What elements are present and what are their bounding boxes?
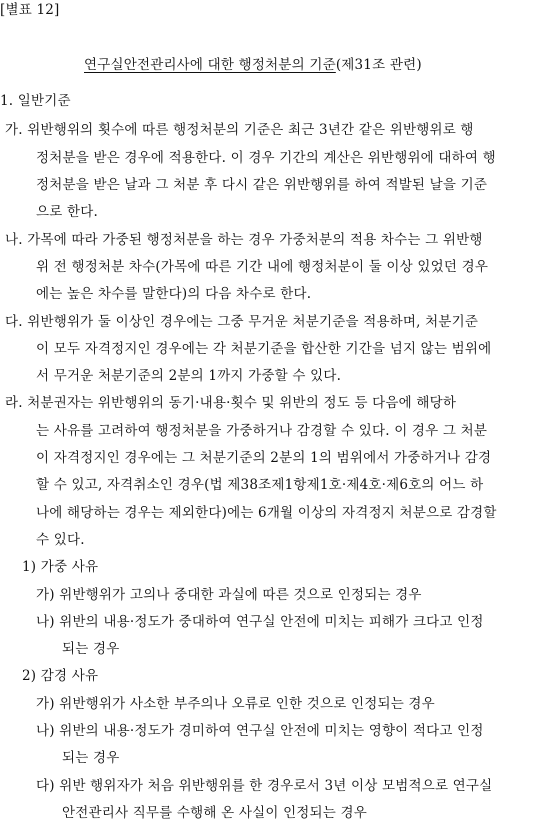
body-line: 할 수 있고, 자격취소인 경우(법 제38조제1항제1호·제4호·제6호의 어느 하 bbox=[36, 477, 484, 494]
body-line: 다) 위반 행위자가 처음 위반행위를 한 경우로서 3년 이상 모범적으로 연구실 bbox=[36, 777, 493, 794]
title-ref: (제31조 관련) bbox=[335, 56, 422, 73]
body-line: 정처분을 받은 경우에 적용한다. 이 경우 기간의 계산은 위반행위에 대하여 행 bbox=[36, 149, 496, 166]
body-line: 나. 가목에 따라 가중된 행정처분을 하는 경우 가중처분의 적용 차수는 그 위반행 bbox=[5, 231, 483, 248]
sub-heading: 2) 감경 사유 bbox=[22, 668, 99, 685]
title-text: 연구실안전관리사에 대한 행정처분의 기준 bbox=[84, 56, 336, 73]
section-heading: 1. 일반기준 bbox=[0, 93, 71, 110]
body-line: 나) 위반의 내용·정도가 중대하여 연구실 안전에 미치는 피해가 크다고 인정 bbox=[36, 613, 484, 630]
body-line: 다. 위반행위가 둘 이상인 경우에는 그중 무거운 처분기준을 적용하며, 처분기준 bbox=[5, 313, 479, 330]
body-line: 서 무거운 처분기준의 2분의 1까지 가중할 수 있다. bbox=[36, 368, 342, 385]
document-title bbox=[84, 55, 422, 75]
body-line: 가. 위반행위의 횟수에 따른 행정처분의 기준은 최근 3년간 같은 위반행위로 행 bbox=[5, 122, 474, 139]
body-line: 는 사유를 고려하여 행정처분을 가중하거나 감경할 수 있다. 이 경우 그 처분 bbox=[36, 422, 488, 439]
body-line: 라. 처분권자는 위반행위의 동기·내용·횟수 및 위반의 정도 등 다음에 해당하 bbox=[5, 395, 457, 412]
body-line: 이 모두 자격정지인 경우에는 각 처분기준을 합산한 기간을 넘지 않는 범위에 bbox=[36, 340, 492, 357]
attachment-label: [별표 12] bbox=[0, 2, 60, 18]
body-line: 되는 경우 bbox=[62, 641, 120, 658]
body-line: 위 전 행정처분 차수(가목에 따른 기간 내에 행정처분이 둘 이상 있었던 경우 bbox=[36, 258, 489, 275]
body-line: 안전관리사 직무를 수행해 온 사실이 인정되는 경우 bbox=[62, 805, 368, 821]
body-line: 정처분을 받은 날과 그 처분 후 다시 같은 위반행위를 하여 적발된 날을 기준 bbox=[36, 177, 488, 194]
body-line: 나에 해당하는 경우는 제외한다)에는 6개월 이상의 자격정지 처분으로 감경할 bbox=[36, 504, 497, 521]
body-line: 가) 위반행위가 사소한 부주의나 오류로 인한 것으로 인정되는 경우 bbox=[36, 695, 435, 712]
body-line: 이 자격정지인 경우에는 그 처분기준의 2분의 1의 범위에서 가중하거나 감경 bbox=[36, 450, 492, 467]
body-line: 나) 위반의 내용·정도가 경미하여 연구실 안전에 미치는 영향이 적다고 인정 bbox=[36, 723, 484, 740]
body-line: 에는 높은 차수를 말한다)의 다음 차수로 한다. bbox=[36, 286, 312, 303]
body-line: 되는 경우 bbox=[62, 750, 120, 767]
sub-heading: 1) 가중 사유 bbox=[22, 559, 99, 576]
body-line: 수 있다. bbox=[36, 531, 85, 548]
body-line: 으로 한다. bbox=[36, 204, 98, 221]
body-line: 가) 위반행위가 고의나 중대한 과실에 따른 것으로 인정되는 경우 bbox=[36, 586, 422, 603]
